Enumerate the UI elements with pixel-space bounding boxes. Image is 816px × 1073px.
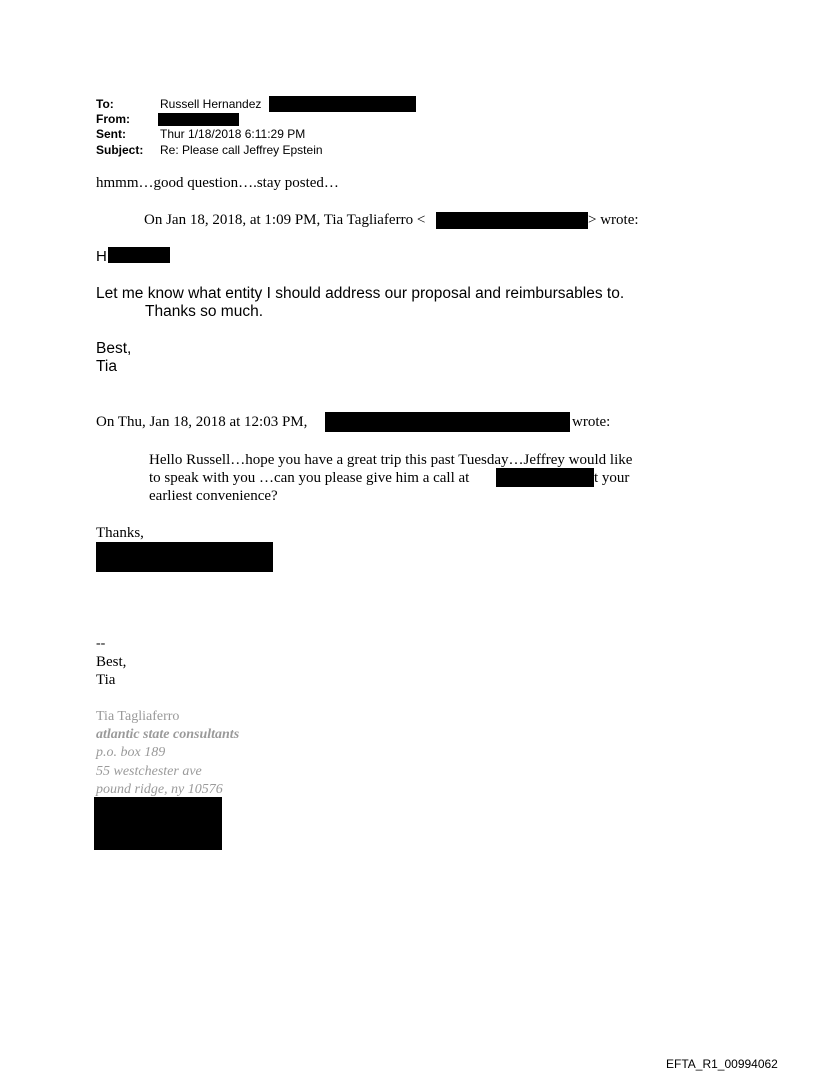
quote2-line2-prefix: to speak with you …can you please give him a call at [149,470,470,486]
redaction-assistant-signature [96,542,273,572]
signature-dashes: -- [96,636,106,651]
redaction-quote2-sender [325,412,570,432]
to-label: To: [96,97,114,111]
quote2-line2-suffix: t your [594,470,630,486]
redaction-phone-number [496,468,594,487]
quote2-attribution-suffix: wrote: [572,414,611,430]
signature-street: 55 westchester ave [96,764,202,779]
quote1-attribution-suffix: > wrote: [588,212,639,228]
quote2-thanks: Thanks, [96,525,144,541]
quote1-closing: Best, [96,340,132,357]
quote1-greeting: H [96,248,107,265]
sent-value: Thur 1/18/2018 6:11:29 PM [160,127,306,141]
signature-po-box: p.o. box 189 [96,745,166,760]
from-label: From: [96,112,130,126]
redaction-quote1-email [436,212,588,229]
redaction-greeting-name [108,247,170,263]
reply-text: hmmm…good question….stay posted… [96,175,339,191]
redaction-signature-contact [94,797,222,850]
signature-name: Tia [96,672,116,688]
quote2-line3: earliest convenience? [149,488,278,504]
redaction-from [158,113,239,126]
quote1-line2: Thanks so much. [145,303,264,320]
quote2-attribution-prefix: On Thu, Jan 18, 2018 at 12:03 PM, [96,414,308,430]
document-id: EFTA_R1_00994062 [666,1057,778,1071]
subject-label: Subject: [96,143,144,157]
signature-company: atlantic state consultants [96,727,240,742]
redaction-to-email [269,96,416,112]
signature-closing: Best, [96,654,127,670]
to-value: Russell Hernandez [160,97,262,111]
quote1-attribution-prefix: On Jan 18, 2018, at 1:09 PM, Tia Tagliaferro < [144,212,426,228]
quote2-line1: Hello Russell…hope you have a great trip this past Tuesday…Jeffrey would like [149,452,633,468]
subject-value: Re: Please call Jeffrey Epstein [160,143,323,157]
quote1-name: Tia [96,358,117,375]
signature-full-name: Tia Tagliaferro [96,709,180,724]
quote1-line1: Let me know what entity I should address our proposal and reimbursables to. [96,285,625,302]
signature-city: pound ridge, ny 10576 [96,782,223,797]
sent-label: Sent: [96,127,126,141]
